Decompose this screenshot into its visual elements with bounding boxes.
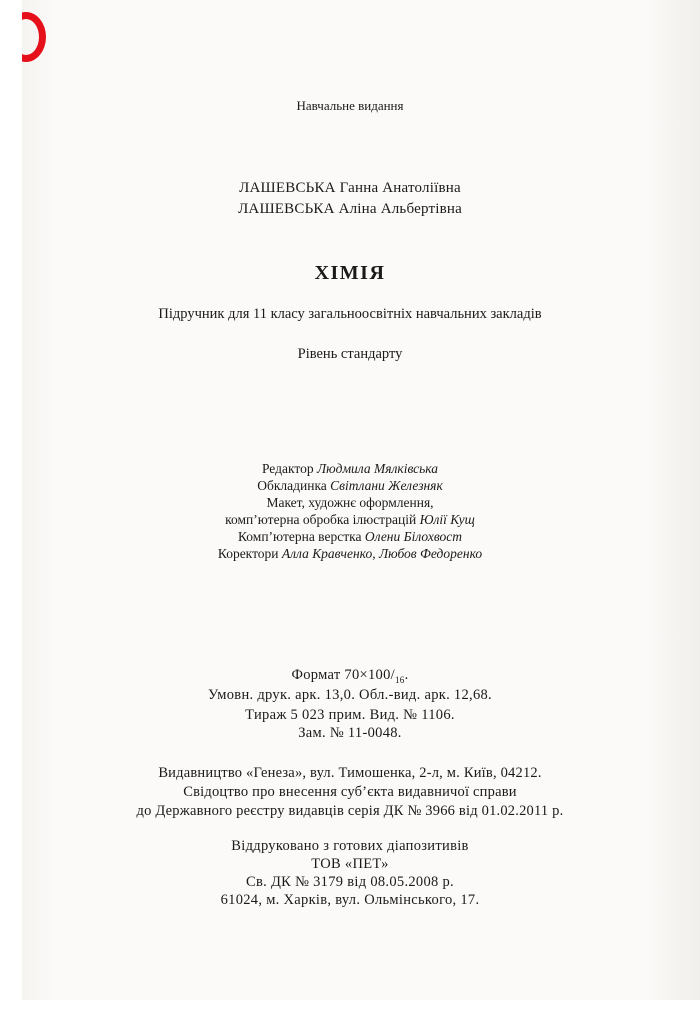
credit-layout: Макет, художнє оформлення, (266, 495, 434, 510)
tech-sheets: Умовн. друк. арк. 13,0. Обл.-вид. арк. 12,68. (207, 687, 492, 703)
printer-address: 61024, м. Харків, вул. Ольмінського, 17. (220, 892, 480, 908)
credit-editor (0, 461, 700, 477)
credit-cover (0, 478, 700, 494)
printer-line-1: Віддруковано з готових діапозитивів (231, 838, 469, 854)
publisher-address: Видавництво «Генеза», вул. Тимошенка, 2-л, м. Київ, 04212. (158, 765, 542, 781)
credit-proofreaders-names: Алла Кравченко, Любов Федоренко (281, 546, 483, 561)
credit-proofreaders-label: Коректори (217, 546, 279, 561)
book-title: ХІМІЯ (314, 262, 386, 284)
printer-name: ТОВ «ПЕТ» (311, 856, 389, 872)
credit-typesetting-name: Олени Білохвост (364, 529, 463, 544)
credit-typesetting-label: Комп’ютерна верстка (237, 529, 362, 544)
credit-proofreaders (0, 546, 700, 562)
book-level: Рівень стандарту (297, 346, 403, 362)
publisher-certificate-1: Свідоцтво про внесення суб’єкта видавничої справи (183, 784, 517, 800)
credit-typesetting (0, 529, 700, 545)
publisher-certificate-2: до Державного реєстру видавців серія ДК № 3966 від 01.02.2011 р. (136, 803, 564, 819)
credit-cover-name: Світлани Железняк (330, 478, 443, 493)
tech-format-end: . (404, 667, 409, 683)
scan-edge-bottom (0, 1000, 700, 1028)
tech-format-denominator: 16 (394, 675, 405, 685)
tech-format (0, 667, 700, 685)
credit-editor-name: Людмила Мялківська (316, 461, 439, 476)
author-2: ЛАШЕВСЬКА Аліна Альбертівна (238, 201, 462, 217)
tech-order: Зам. № 11-0048. (298, 725, 402, 741)
tech-run: Тираж 5 023 прим. Вид. № 1106. (245, 707, 455, 723)
tech-format-label: Формат 70×100/ (291, 667, 395, 683)
credit-cover-label: Обкладинка (257, 478, 327, 493)
credit-illustration-name: Юлії Кущ (419, 512, 475, 527)
book-subtitle: Підручник для 11 класу загальноосвітніх навчальних закладів (158, 306, 542, 322)
edition-type: Навчальне видання (296, 98, 404, 113)
author-1: ЛАШЕВСЬКА Ганна Анатоліївна (239, 180, 461, 196)
printer-certificate: Св. ДК № 3179 від 08.05.2008 р. (246, 874, 454, 890)
credit-editor-label: Редактор (261, 461, 314, 476)
credit-illustration (0, 512, 700, 528)
credit-illustration-label: комп’ютерна обробка ілюстрацій (225, 512, 417, 527)
